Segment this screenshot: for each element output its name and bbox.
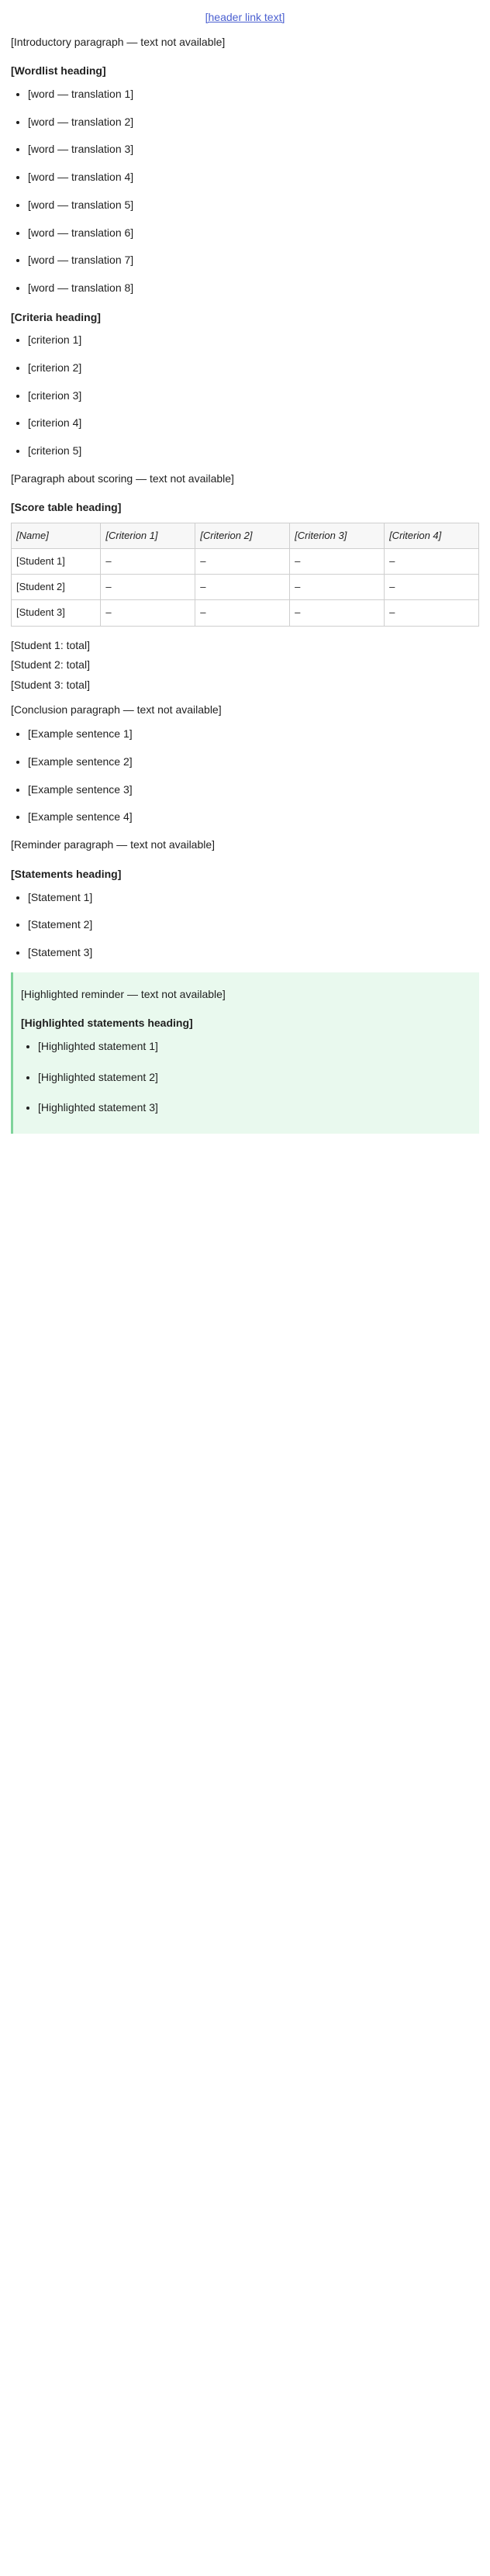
- highlight-list: [21, 1038, 471, 1117]
- examples-list: [11, 726, 479, 826]
- intro-text: [Introductory paragraph — text not available]: [11, 35, 226, 48]
- conclusion-text: [Conclusion paragraph — text not available]: [11, 703, 222, 716]
- highlight-item: • [Highlighted statement 3]: [38, 1100, 471, 1117]
- criteria-item: • [criterion 3]: [28, 388, 479, 405]
- wordlist-item: • [word — translation 6]: [28, 225, 479, 242]
- table-cell: [Student 2]: [12, 575, 101, 600]
- example-item: • [Example sentence 4]: [28, 809, 479, 826]
- criteria-list: [11, 332, 479, 459]
- total-line: [Student 2: total]: [11, 658, 90, 672]
- score-table-title: [Score table heading]: [11, 501, 122, 514]
- table-cell: [Student 3]: [12, 600, 101, 626]
- example-item: • [Example sentence 3]: [28, 782, 479, 799]
- score-table-header: [Criterion 4]: [385, 523, 479, 549]
- highlight-reminder: [Highlighted reminder — text not available]: [21, 987, 226, 1000]
- table-cell: –: [195, 549, 290, 575]
- table-cell: –: [101, 549, 195, 575]
- wordlist-item: • [word — translation 3]: [28, 141, 479, 158]
- total-line: [Student 3: total]: [11, 679, 90, 691]
- wordlist-item: • [word — translation 2]: [28, 114, 479, 131]
- highlight-item: • [Highlighted statement 2]: [38, 1069, 471, 1086]
- score-table-header-row: [12, 523, 479, 549]
- criteria-item: • [criterion 5]: [28, 443, 479, 460]
- highlight-block: [11, 972, 479, 1134]
- table-cell: –: [101, 575, 195, 600]
- statement-item: • [Statement 1]: [28, 889, 479, 906]
- table-cell: –: [195, 600, 290, 626]
- score-table: [11, 523, 479, 627]
- table-cell: –: [290, 600, 385, 626]
- example-item: • [Example sentence 1]: [28, 726, 479, 743]
- score-table-header: [Name]: [12, 523, 101, 549]
- total-line: [Student 1: total]: [11, 638, 90, 651]
- reminder-text: [Reminder paragraph — text not available]: [11, 838, 216, 851]
- wordlist-item: • [word — translation 8]: [28, 280, 479, 297]
- table-row: [12, 575, 479, 600]
- wordlist-item: • [word — translation 5]: [28, 197, 479, 214]
- wordlist: [11, 86, 479, 297]
- criteria-item: • [criterion 2]: [28, 360, 479, 377]
- statement-item: • [Statement 2]: [28, 917, 479, 934]
- wordlist-item: • [word — translation 1]: [28, 86, 479, 103]
- site-link[interactable]: [header link text]: [205, 11, 285, 23]
- wordlist-title: [Wordlist heading]: [11, 64, 106, 78]
- table-cell: –: [290, 549, 385, 575]
- table-row: [12, 549, 479, 575]
- score-table-header: [Criterion 3]: [290, 523, 385, 549]
- table-row: [12, 600, 479, 626]
- score-table-header: [Criterion 2]: [195, 523, 290, 549]
- table-cell: –: [290, 575, 385, 600]
- totals: [11, 637, 479, 694]
- page: [0, 0, 490, 1172]
- table-cell: –: [195, 575, 290, 600]
- criteria-item: • [criterion 4]: [28, 415, 479, 432]
- table-cell: –: [385, 549, 479, 575]
- statements-list: [11, 889, 479, 962]
- wordlist-item: • [word — translation 7]: [28, 252, 479, 269]
- criteria-title: [Criteria heading]: [11, 310, 101, 323]
- table-cell: [Student 1]: [12, 549, 101, 575]
- highlight-title: [Highlighted statements heading]: [21, 1017, 193, 1030]
- table-cell: –: [101, 600, 195, 626]
- statement-item: • [Statement 3]: [28, 944, 479, 962]
- criteria-item: • [criterion 1]: [28, 332, 479, 349]
- table-cell: –: [385, 575, 479, 600]
- highlight-item: • [Highlighted statement 1]: [38, 1038, 471, 1055]
- wordlist-item: • [word — translation 4]: [28, 169, 479, 186]
- scoring-note: [Paragraph about scoring — text not available]: [11, 471, 234, 485]
- table-cell: –: [385, 600, 479, 626]
- score-table-header: [Criterion 1]: [101, 523, 195, 549]
- example-item: • [Example sentence 2]: [28, 754, 479, 771]
- statements-title: [Statements heading]: [11, 867, 122, 880]
